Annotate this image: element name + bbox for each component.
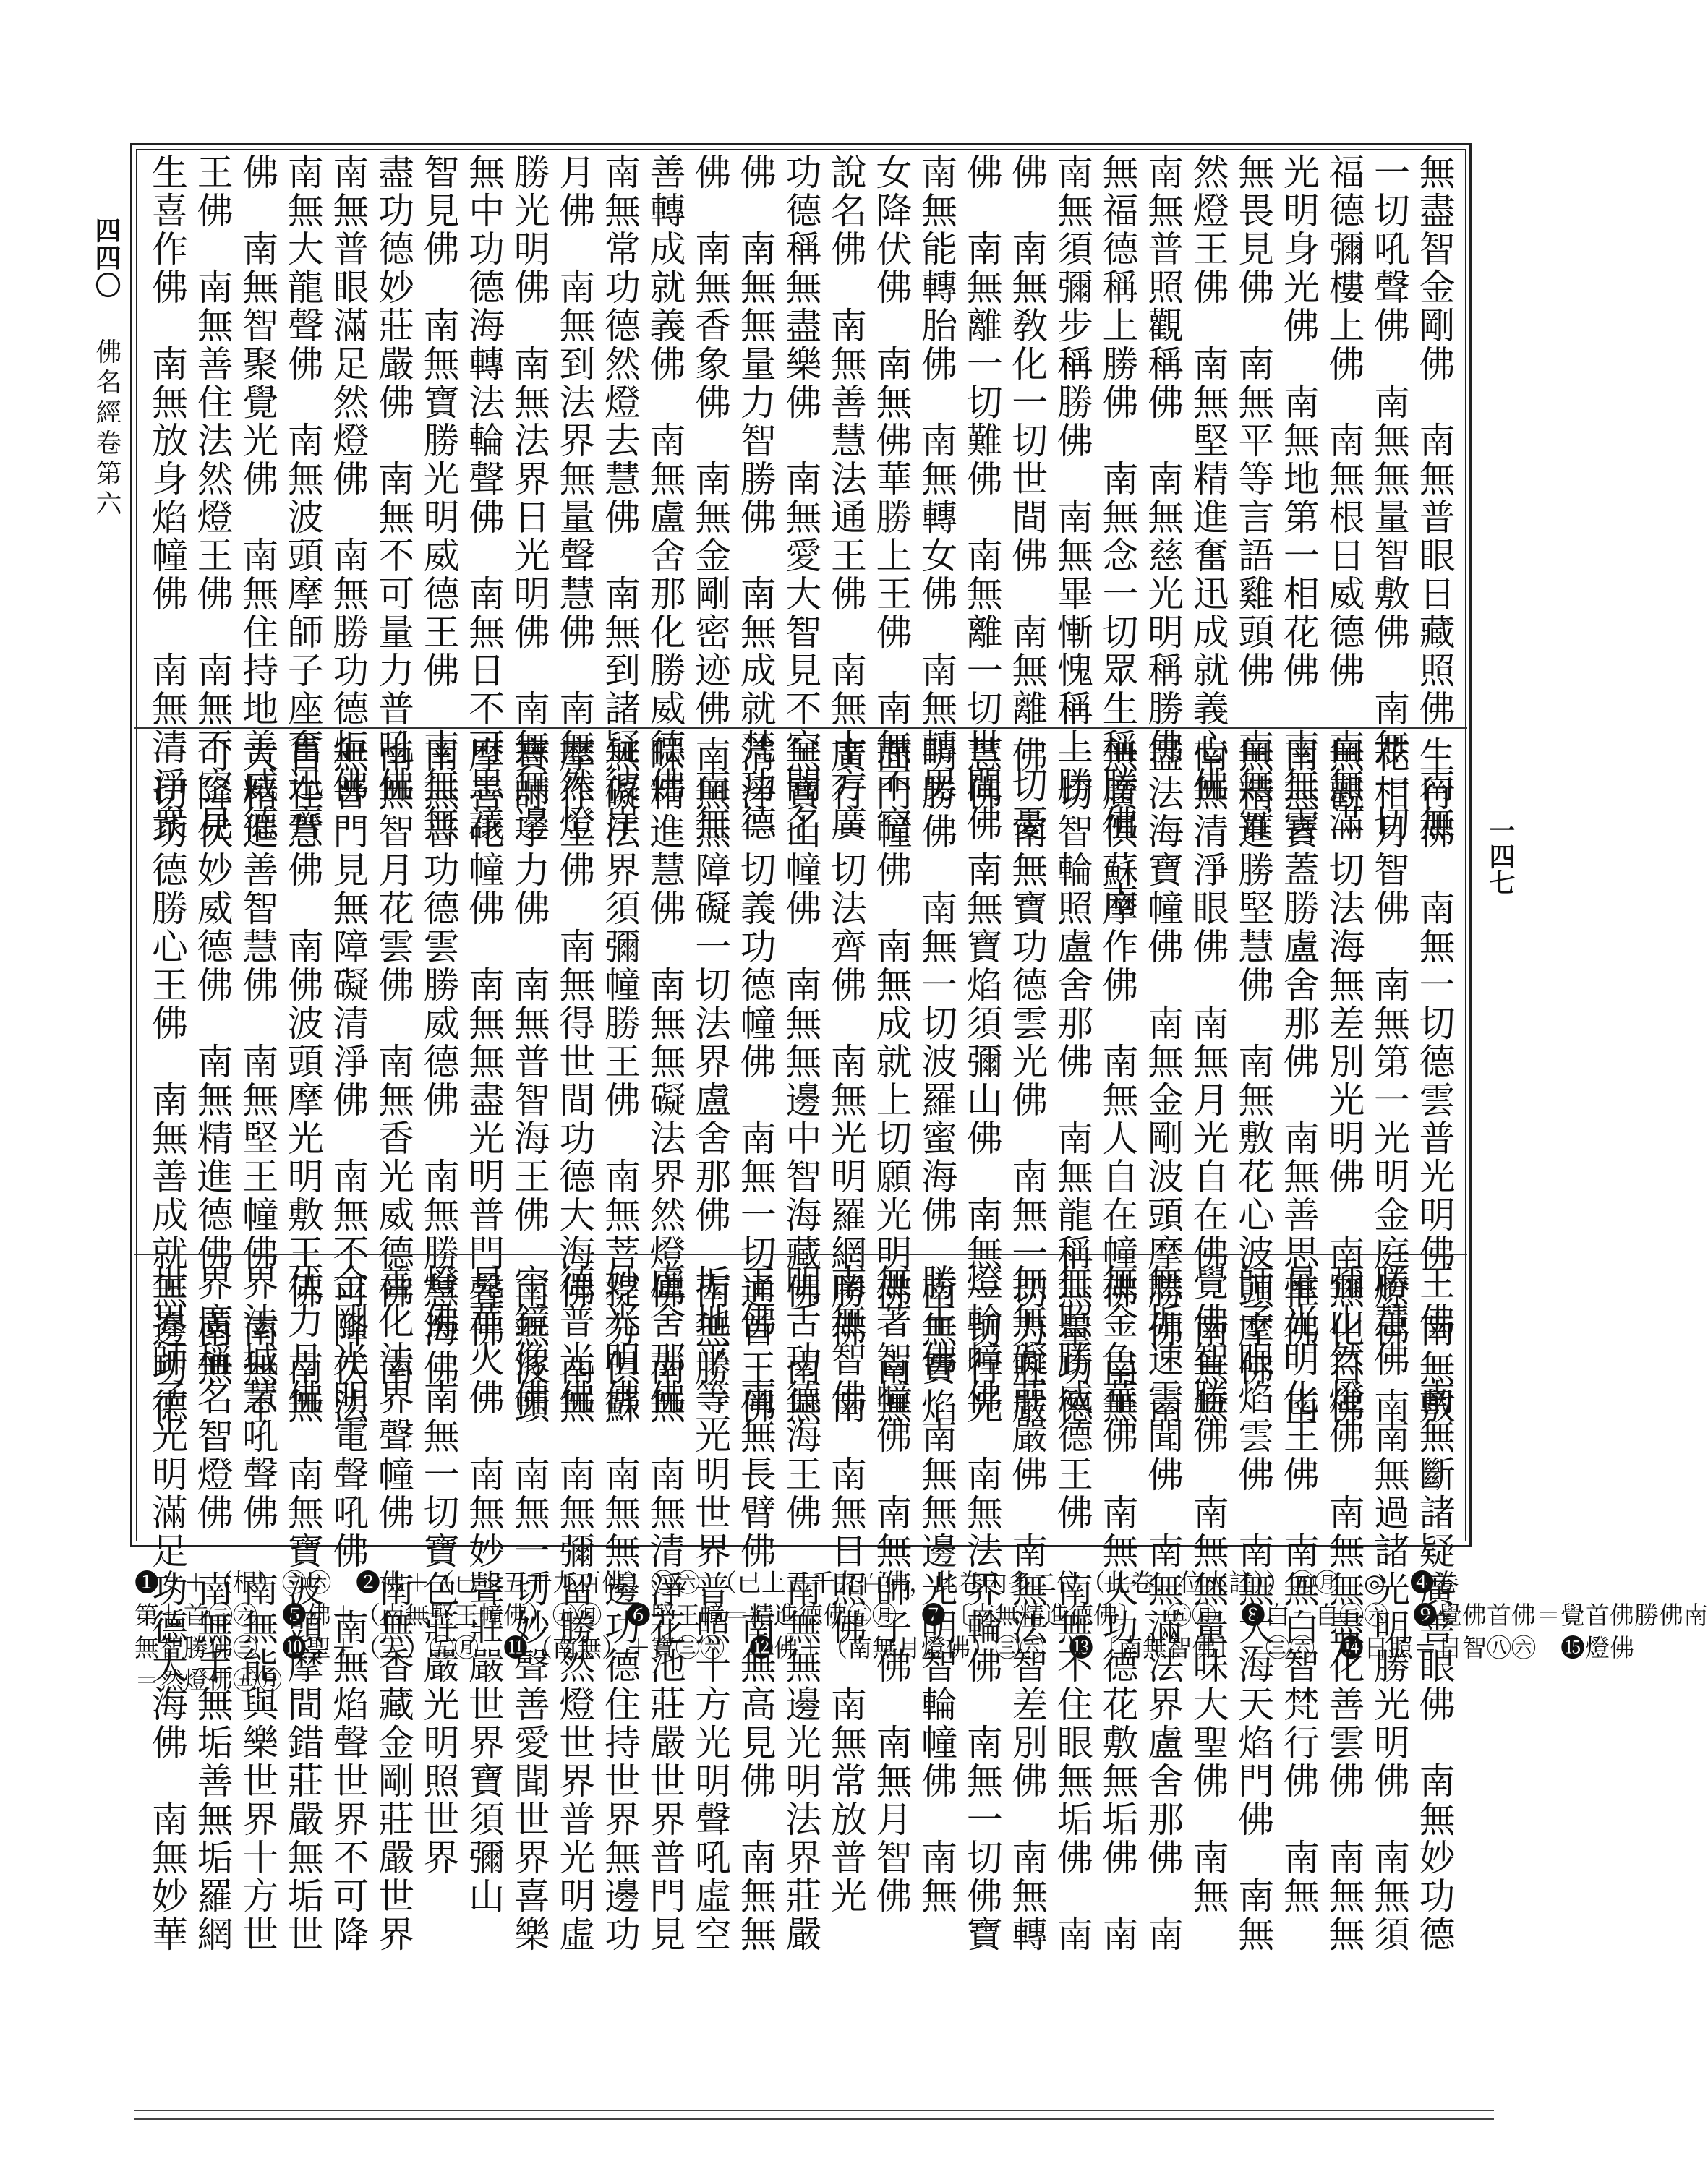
text-column: 光明身光佛 南無地第一相花佛 南無雲 <box>1277 153 1320 843</box>
text-column: 界廣稱名智燈佛 南無手無垢善無垢羅網 <box>191 1264 234 1954</box>
text-column: 女降伏佛 南無佛華勝上王佛 南無不空 <box>870 153 913 843</box>
text-column: 智見佛 南無寶勝光明威德王佛 南無無 <box>417 153 460 843</box>
text-column: 一切吼聲佛 南無無量智敷佛 南無一切 <box>1368 153 1411 843</box>
text-column: 生行佛 南無一切德雲普光明佛 南無敷 <box>1413 736 1456 1426</box>
text-column: 摩作王佛 南無得世間功德大海佛 南無 <box>553 736 596 1426</box>
text-column: 勝王佛 南無無邊光明智輪幢佛 南無 <box>915 1264 958 1915</box>
text-column: 無照勝威德王佛 南無不住眼無垢佛 南 <box>1051 1264 1093 1954</box>
text-column: 王佛 南無善住法然燈王佛 南無不空見 <box>191 153 234 843</box>
text-column: 燈佛 南無一切寶色莊嚴光明照世界 <box>417 1264 460 1877</box>
book-title: 佛名經卷第六 <box>92 338 121 521</box>
text-column: 覺佛智勝佛 南無無量味大聖佛 南無 <box>1187 1264 1229 1915</box>
text-column: 福德彌樓上佛 南無根日威德佛 南無滿 <box>1323 153 1365 843</box>
text-column: 南無無障礙一切法界盧舍那佛 南無勝三 <box>689 736 732 1426</box>
text-column: 無盡智金剛佛 南無普眼日藏照佛 南無 <box>1413 153 1456 843</box>
text-column: 無畏見佛 南無平等言語雞頭佛 南無實 <box>1232 153 1275 843</box>
text-column: 無礙法界須彌幢勝王佛 南無菩提分俱蘇 <box>598 736 641 1426</box>
text-column: 無廣俱蘇摩作佛 南無人自在幢佛 南無 <box>1096 736 1139 1426</box>
text-column: 生喜作佛 南無放身焰幢佛 南無清淨衆 <box>146 153 188 843</box>
text-column: 界法城慧吼聲佛 南無能與樂世界十方世 <box>236 1264 279 1954</box>
text-column: 自在慧佛 南佛波頭摩光明敷王佛 南無 <box>281 736 324 1426</box>
text-column: 可降伏妙威德佛 南無精進德佛 南無 <box>191 736 234 1387</box>
text-column: 無精進勝堅慧佛 南無敷花心波頭摩佛 <box>1232 736 1275 1387</box>
text-column: 師子眼焰雲佛 南無大海天焰門佛 南無 <box>1232 1264 1275 1954</box>
text-column: 南無普功德雲勝威德佛 南無勝慧海佛 <box>417 736 460 1387</box>
text-column: 南無大龍聲佛 南無波頭摩師子座奮迅齊 <box>281 153 324 843</box>
text-column: 面門幢佛 南無成就上切願光明佛 南無 <box>870 736 913 1426</box>
text-column: 無垢速雲聞佛 南無滿法界盧舍那佛 南 <box>1142 1264 1184 1954</box>
text-column: 佛 南無離一切難佛 南無離一切世間佛 <box>960 153 1003 843</box>
text-column: 慧佛 南無寶焰須彌山佛 南無一切行光 <box>960 736 1003 1426</box>
text-column: 王佛 南無斷諸疑廣善眼佛 南無妙功德 <box>1413 1264 1456 1954</box>
text-column: 廣行一切法齊佛 南無光明羅網勝佛 南 <box>824 736 867 1426</box>
text-column: 無中功德海轉法輪聲佛 南無日不可思議 <box>463 153 505 843</box>
text-column: 彌山然燈佛 南無無盡化善雲佛 南無無 <box>1323 1264 1365 1954</box>
text-column: 昧精進慧佛 南無無礙法界然燈佛 南無 <box>644 736 686 1426</box>
text-column: 佛 南無無量力智勝佛 南無成就梵功德 <box>734 153 777 843</box>
text-column: 妙光明佛 南無無邊功德住持世界無邊功 <box>598 1264 641 1954</box>
text-column: 盧舍那佛 南無清淨花池莊嚴世界普門見 <box>644 1264 686 1954</box>
band-divider <box>134 1254 1467 1255</box>
text-column: 盡功德妙莊嚴佛 南無不可量力普吼佛 <box>372 153 414 805</box>
text-column: 月佛 南無到法界無量聲慧佛 南無然燈 <box>553 153 596 843</box>
text-column: 南無須彌步稱勝佛 南無畢慚愧稱上勝 <box>1051 153 1093 805</box>
collation-notes <box>134 1567 1708 1698</box>
text-column: 寶師子力佛 南無普智海王佛 南無波頭 <box>508 736 550 1426</box>
note-line: ❶女＋（根）㊂㊅ ❷佛＋（已上五千九百佛）㊇㊅，（已上五千九百佛，此卷內多二位（此卷…位夾註））㊄㊊ ◎ ❹卷 <box>134 1569 1459 1598</box>
text-column: 南無智月花雲佛 南無香光威德佛 南 <box>372 736 414 1387</box>
text-column: 勝慧佛 南無過諸光明勝光明佛 南無須 <box>1368 1264 1411 1954</box>
text-column: 佛 南無智聚覺光佛 南無住持地善威德 <box>236 153 279 843</box>
note-line: 第七首㊂㊅ ❺佛＋（南無堅王幢佛）㊄㊊ ❻堅王幢＝精進德佛㊄㊊ ❼〔南無精進德佛〕－㊄㊊ ❽白＝自㊂㊅ ❾覺佛首佛＝覺首佛勝佛南 <box>134 1601 1708 1630</box>
note-line: 無智勝佛㊂ ❿聖＋（天）㊄㊊ ⓫（南無）＋寶㊂㊅ ⓬佛＋（南無月燈佛）㊂㊅ ⓭〔南無智佛〕－㊂㊅ ⓮日照＝日智㊇㊅ ⓯燈佛 <box>134 1634 1634 1663</box>
text-band-top <box>145 153 1457 920</box>
page-number-left: 四四〇 <box>91 217 121 299</box>
text-column: 無觀一切法海無差別光明佛 南無化日佛 <box>1323 736 1365 1426</box>
text-column: 佛 南無香象佛 南無金剛密迹佛 南無 <box>689 153 732 843</box>
text-column: 伏力月佛 南無寶波頭摩間錯莊嚴無垢世 <box>281 1264 324 1954</box>
text-column: 無福德稱上勝佛 南無念一切眾生稱勝佛 南 <box>1096 153 1139 920</box>
text-column: 王佛 南無長臂佛 南無高見佛 南無無 <box>734 1264 777 1954</box>
text-column: 德普光佛 南無彌留勝然燈世界普光明虛 <box>553 1264 596 1954</box>
text-column: 花相月智佛 南無第一光明金庭燎佛 南 <box>1368 736 1411 1426</box>
text-column: 盡法海寶幢佛 南無金剛波頭摩勝佛 南 <box>1142 736 1184 1426</box>
text-column: 大精進善智慧佛 南無堅王幢佛 南無不 <box>236 736 279 1426</box>
text-column: 無著智幢佛 南無師子佛 南無月智佛 <box>870 1264 913 1915</box>
text-column: 燈輪幢佛 南無法界輪佛 南無一切佛寶 <box>960 1264 1003 1954</box>
text-column: 垢地平等光明世界普照十方光明聲吼虛空 <box>689 1264 732 1954</box>
footer-rule <box>134 2118 1494 2120</box>
left-margin <box>88 217 125 520</box>
text-column: 量光明化王佛 南無白智梵行佛 南無 <box>1277 1264 1320 1915</box>
text-column: 南無寶蓋勝盧舍那佛 南無善思惟佛 南 <box>1277 736 1320 1426</box>
text-column: 世界師子光明滿足功德大海佛 南無妙華 <box>146 1264 188 1954</box>
text-column: 金剛光明電聲吼佛 南無焰聲世界不可降 <box>327 1264 370 1954</box>
text-column: 南無常功德然燈去慧佛 南無到諸疑彼岸 <box>598 153 641 843</box>
footer-rule <box>134 2110 1494 2111</box>
text-column: 無普門見無障礙清淨佛 南無不可降伏法 <box>327 736 370 1426</box>
text-column: 功德稱無盡樂佛 南無愛大智見不空聞名 <box>780 153 822 843</box>
text-column: 明勝佛 南無一切波羅蜜海佛 南無寶焰 <box>915 736 958 1426</box>
text-column: 然燈王佛 南無堅精進奮迅成就義心佛 <box>1187 153 1229 805</box>
text-column: 南無能轉胎佛 南無轉女佛 南無轉男 <box>915 153 958 805</box>
text-column: 見華火佛 南無妙聲莊嚴世界寶須彌山 <box>463 1264 505 1915</box>
text-column: 清淨一切義功德幢佛 南無一切通首王佛 <box>734 736 777 1426</box>
text-column: 南無智佛 南無日照佛 南無常放普光 <box>824 1264 867 1915</box>
text-column: 勝光明佛 南無法界日光明佛 南無無邊 <box>508 153 550 843</box>
text-column: 空鏡像佛 南無一切妙聲善愛聞世界喜樂 <box>508 1264 550 1954</box>
text-column: 摩善化幢佛 南無無盡光明普門聲佛 <box>463 736 505 1349</box>
text-column: 一切智輪照盧舍那佛 南無龍稱無量功德 <box>1051 736 1093 1426</box>
text-column: 一切功德勝心王佛 南無善成就無邊功德 <box>146 736 188 1426</box>
page-number-right: 一四七 <box>1485 817 1516 895</box>
text-column: 無無礙莊嚴佛 南無法智差別佛 南無轉 <box>1006 1264 1049 1954</box>
text-column: 無金色華佛 南無大功德花敷無垢佛 南 <box>1096 1264 1139 1954</box>
text-column: 善轉成就義佛 南無盧舍那化勝威德佛 <box>644 153 686 805</box>
note-line: ＝然燈佛㊄㊊ <box>134 1667 282 1695</box>
text-column: 善化法界聲幢佛 南無香藏金剛莊嚴世界 <box>372 1264 414 1954</box>
text-column: 無寶山幢佛 南無無邊中智海藏佛 南無 <box>780 736 822 1426</box>
text-band-middle <box>145 736 1457 1426</box>
text-column: 南無清淨眼佛 南無月光自在佛 南無無 <box>1187 736 1229 1426</box>
text-column: 說名佛 南無善慧法通王佛 南無十方廣 <box>824 153 867 843</box>
text-column: 南無普照觀稱佛 南無慈光明稱勝佛 <box>1142 153 1184 766</box>
text-column: 明舌功德海王佛 南無無邊光明法界莊嚴 <box>780 1264 822 1954</box>
band-divider <box>134 727 1467 729</box>
text-column: 佛 南無敎化一切世間佛 南無離一切憂 <box>1006 153 1049 843</box>
text-column: 佛 南無寶功德雲光佛 南無一切力莊嚴 <box>1006 736 1049 1426</box>
text-column: 南無普眼滿足然燈佛 南無勝功德炬佛 <box>327 153 370 805</box>
